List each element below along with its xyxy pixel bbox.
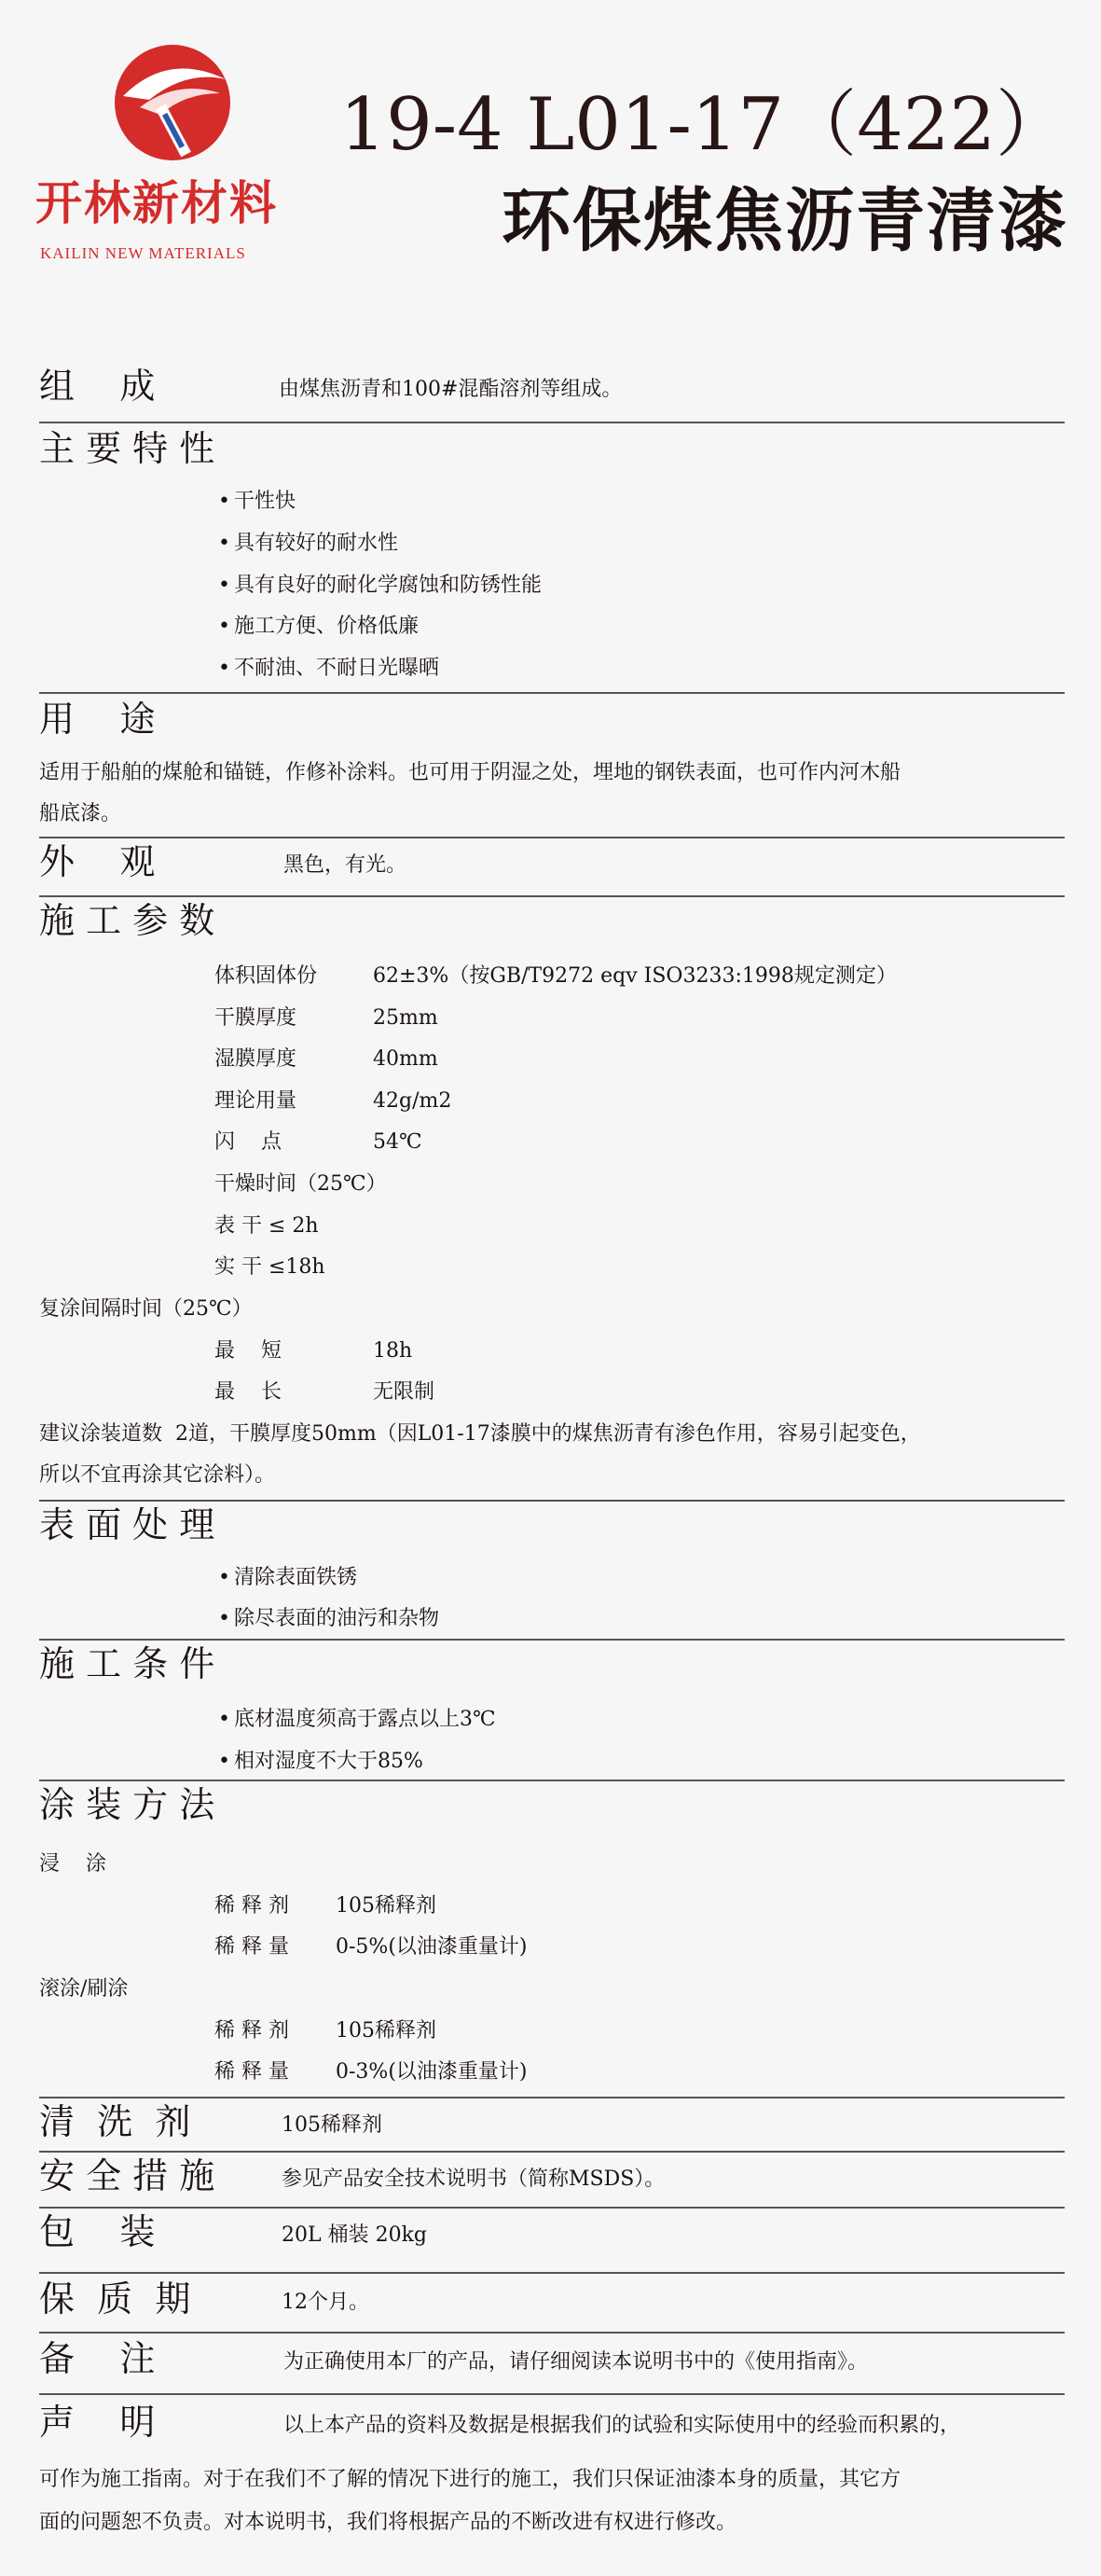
- brand-name-en: KAILIN NEW MATERIALS: [40, 244, 246, 262]
- param-key: 理论用量: [214, 1089, 297, 1113]
- divider: [39, 422, 1065, 423]
- feature-item: • 干性快: [218, 492, 296, 512]
- param-key: 干膜厚度: [214, 1006, 297, 1030]
- section-label: 组 成: [39, 366, 156, 407]
- brand-logo-icon: [112, 42, 233, 163]
- divider: [39, 1639, 1065, 1641]
- divider: [39, 895, 1065, 897]
- method-key: 稀 释 剂: [214, 1894, 289, 1918]
- dry-time-row: 实 干 ≤18h: [214, 1255, 325, 1279]
- brand-logo: [35, 42, 315, 275]
- section-label: 保 质 期: [39, 2278, 191, 2320]
- usage-line: 适用于船舶的煤舱和锚链，作修补涂料。也可用于阴湿之处，埋地的钢铁表面，也可作内河木船: [39, 761, 901, 784]
- divider: [39, 2332, 1065, 2334]
- surface-item: • 除尽表面的油污和杂物: [218, 1609, 439, 1629]
- section-safety: [39, 2155, 1065, 2205]
- method-title: 浸 涂: [39, 1852, 106, 1876]
- method-key: 稀 释 量: [214, 2060, 289, 2084]
- section-statement: [39, 2404, 1065, 2563]
- statement-first-line: 以上本产品的资料及数据是根据我们的试验和实际使用中的经验而积累的，: [283, 2414, 961, 2437]
- recoat-key: 最 长: [214, 1380, 282, 1404]
- section-label: 外 观: [39, 841, 156, 882]
- dry-time-title: 干燥时间（25℃）: [214, 1172, 387, 1196]
- section-composition: [39, 368, 1065, 424]
- section-label: 表 面 处 理: [39, 1504, 215, 1545]
- remarks-text: 为正确使用本厂的产品，请仔细阅读本说明书中的《使用指南》。: [283, 2350, 869, 2374]
- feature-item: • 具有较好的耐水性: [218, 533, 398, 554]
- divider: [39, 2097, 1065, 2098]
- divider: [39, 1780, 1065, 1781]
- statement-line: 面的问题恕不负责。对本说明书，我们将根据产品的不断改进有权进行修改。: [39, 2511, 737, 2534]
- divider: [39, 2272, 1065, 2274]
- safety-text: 参见产品安全技术说明书（简称MSDS）。: [282, 2167, 666, 2191]
- suggest-line: 所以不宜再涂其它涂料）。: [39, 1463, 276, 1487]
- divider: [39, 2207, 1065, 2209]
- param-value: 42g/m2: [373, 1089, 452, 1113]
- brand-name-cn: 开林新材料: [35, 176, 278, 230]
- header: [0, 0, 1101, 336]
- method-value: 0-3%(以油漆重量计): [336, 2060, 528, 2084]
- param-value: 54℃: [373, 1130, 422, 1154]
- section-cleaner: [39, 2101, 1065, 2151]
- composition-text: 由煤焦沥青和100#混酯溶剂等组成。: [279, 378, 623, 401]
- divider: [39, 837, 1065, 838]
- recoat-key: 最 短: [214, 1339, 282, 1363]
- section-conditions: [39, 1643, 1065, 1777]
- section-label: 施 工 条 件: [39, 1643, 215, 1684]
- suggest-line: 建议涂装道数 2道，干膜厚度50mm（因L01-17漆膜中的煤焦沥青有渗色作用，容易引起变色，: [39, 1422, 921, 1446]
- section-features: [39, 428, 1065, 692]
- section-label: 备 注: [39, 2338, 156, 2379]
- section-label: 涂 装 方 法: [39, 1784, 215, 1825]
- recoat-value: 无限制: [373, 1380, 435, 1404]
- cleaner-text: 105稀释剂: [282, 2113, 382, 2137]
- feature-item: • 具有良好的耐化学腐蚀和防锈性能: [218, 575, 542, 596]
- section-label: 清 洗 剂: [39, 2101, 191, 2142]
- section-usage: [39, 701, 1065, 839]
- section-appearance: [39, 841, 1065, 900]
- section-methods: [39, 1784, 1065, 2095]
- section-label: 包 装: [39, 2211, 156, 2252]
- method-key: 稀 释 剂: [214, 2019, 289, 2043]
- feature-item: • 不耐油、不耐日光曝晒: [218, 658, 439, 679]
- product-code: 19-4 L01-17（422）: [339, 83, 1068, 167]
- param-value: 25mm: [373, 1006, 438, 1030]
- condition-item: • 底材温度须高于露点以上3℃: [218, 1710, 496, 1730]
- section-label: 声 明: [39, 2402, 156, 2443]
- param-key: 体积固体份: [214, 964, 318, 988]
- param-key: 湿膜厚度: [214, 1047, 297, 1071]
- surface-item: • 清除表面铁锈: [218, 1568, 357, 1588]
- section-shelf-life: [39, 2278, 1065, 2328]
- product-name: 环保煤焦沥青清漆: [502, 181, 1068, 261]
- feature-item: • 施工方便、价格低廉: [218, 616, 419, 637]
- shelf-life-text: 12个月。: [282, 2291, 369, 2314]
- divider: [39, 1500, 1065, 1502]
- method-key: 稀 释 量: [214, 1935, 289, 1959]
- section-label: 施 工 参 数: [39, 900, 215, 941]
- condition-item: • 相对湿度不大于85%: [218, 1752, 423, 1772]
- dry-time-row: 表 干 ≤ 2h: [214, 1214, 319, 1238]
- section-label: 用 途: [39, 699, 156, 740]
- appearance-text: 黑色，有光。: [283, 853, 407, 877]
- method-value: 105稀释剂: [336, 2019, 436, 2043]
- divider: [39, 2393, 1065, 2395]
- param-value: 62±3%（按GB/T9272 eqv ISO3233:1998规定测定）: [373, 964, 897, 988]
- packing-text: 20L 桶装 20kg: [282, 2223, 427, 2247]
- param-key: 闪 点: [214, 1130, 282, 1154]
- param-value: 40mm: [373, 1047, 438, 1071]
- method-title: 滚涂/刷涂: [39, 1977, 129, 2001]
- statement-line: 可作为施工指南。对于在我们不了解的情况下进行的施工，我们只保证油漆本身的质量，其它方: [39, 2468, 901, 2491]
- section-surface: [39, 1504, 1065, 1638]
- section-params: [39, 900, 1065, 1500]
- usage-line: 船底漆。: [39, 802, 122, 825]
- section-remarks: [39, 2338, 1065, 2388]
- recoat-title: 复涂间隔时间（25℃）: [39, 1297, 253, 1321]
- section-packing: [39, 2211, 1065, 2261]
- recoat-value: 18h: [373, 1339, 413, 1363]
- divider: [39, 2151, 1065, 2153]
- section-label: 安 全 措 施: [39, 2155, 215, 2196]
- section-label: 主 要 特 性: [39, 428, 215, 469]
- divider: [39, 692, 1065, 694]
- method-value: 105稀释剂: [336, 1894, 436, 1918]
- method-value: 0-5%(以油漆重量计): [336, 1935, 528, 1959]
